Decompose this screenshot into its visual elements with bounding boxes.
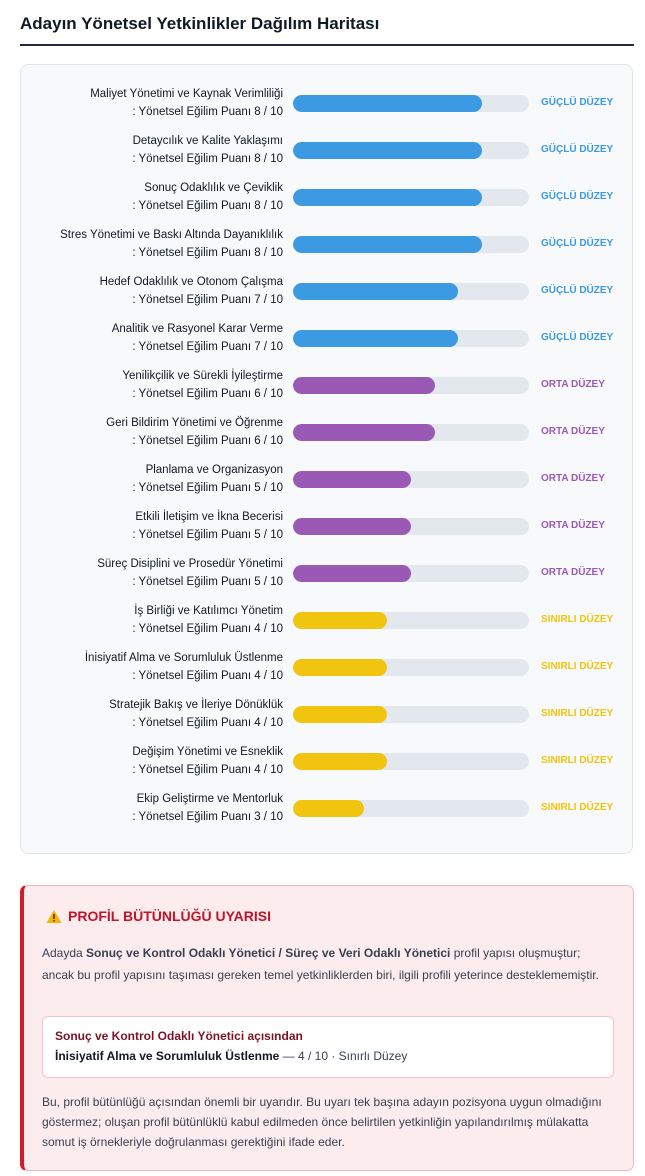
competency-label bbox=[109, 696, 283, 732]
detail-line bbox=[55, 1049, 407, 1063]
score-bar bbox=[293, 236, 482, 253]
score-bar bbox=[293, 612, 387, 629]
score-bar-track bbox=[293, 659, 529, 676]
competency-name: İnisiyatif Alma ve Sorumluluk Üstlenme bbox=[84, 652, 283, 664]
competency-row bbox=[21, 788, 634, 828]
score-bar bbox=[293, 189, 482, 206]
warning-text-start: Adayda bbox=[42, 946, 87, 960]
score-bar bbox=[293, 377, 435, 394]
score-bar-track bbox=[293, 283, 529, 300]
score-bar-track bbox=[293, 706, 529, 723]
competency-label bbox=[132, 602, 283, 638]
competency-label bbox=[132, 790, 283, 826]
competency-label bbox=[112, 320, 283, 356]
competency-label bbox=[132, 461, 283, 497]
score-bar-track bbox=[293, 377, 529, 394]
competency-label bbox=[132, 743, 283, 779]
competency-score: : Yönetsel Eğilim Puanı 5 / 10 bbox=[132, 529, 283, 541]
competency-score: : Yönetsel Eğilim Puanı 4 / 10 bbox=[132, 670, 283, 682]
competency-score: : Yönetsel Eğilim Puanı 7 / 10 bbox=[132, 294, 283, 306]
detail-score: — 4 / 10 · Sınırlı Düzey bbox=[279, 1049, 408, 1063]
level-label: SINIRLI DÜZEY bbox=[541, 755, 614, 766]
level-label: ORTA DÜZEY bbox=[541, 379, 605, 390]
competency-score: : Yönetsel Eğilim Puanı 8 / 10 bbox=[132, 153, 283, 165]
competency-label bbox=[97, 555, 283, 591]
competency-score: : Yönetsel Eğilim Puanı 4 / 10 bbox=[132, 717, 283, 729]
score-bar bbox=[293, 565, 411, 582]
competency-name: Detaycılık ve Kalite Yaklaşımı bbox=[132, 135, 283, 147]
score-bar bbox=[293, 518, 411, 535]
competency-row bbox=[21, 177, 634, 217]
competency-row bbox=[21, 318, 634, 358]
warning-detail-box bbox=[42, 1016, 614, 1078]
competency-label bbox=[132, 132, 283, 168]
level-label: GÜÇLÜ DÜZEY bbox=[541, 285, 614, 296]
warning-text-end: profil yapısı oluşmuştur; ancak bu profil yapısını taşıması gereken temel yetkinliklerden biri, ilgili profili yeterince desteklememiştir. bbox=[42, 946, 599, 982]
level-label: ORTA DÜZEY bbox=[541, 567, 605, 578]
competency-row bbox=[21, 83, 634, 123]
competency-name: Ekip Geliştirme ve Mentorluk bbox=[136, 793, 283, 805]
competency-name: Süreç Disiplini ve Prosedür Yönetimi bbox=[97, 558, 283, 570]
level-label: GÜÇLÜ DÜZEY bbox=[541, 97, 614, 108]
score-bar bbox=[293, 283, 458, 300]
level-label: SINIRLI DÜZEY bbox=[541, 614, 614, 625]
competency-score: : Yönetsel Eğilim Puanı 4 / 10 bbox=[132, 764, 283, 776]
competency-name: Hedef Odaklılık ve Otonom Çalışma bbox=[99, 276, 283, 288]
competency-score: : Yönetsel Eğilim Puanı 6 / 10 bbox=[132, 435, 283, 447]
competency-row bbox=[21, 365, 634, 405]
competency-name: Stratejik Bakış ve İleriye Dönüklük bbox=[109, 699, 283, 711]
score-bar-track bbox=[293, 95, 529, 112]
competency-label bbox=[106, 414, 283, 450]
competency-score: : Yönetsel Eğilim Puanı 3 / 10 bbox=[132, 811, 283, 823]
competency-row bbox=[21, 694, 634, 734]
competency-row bbox=[21, 459, 634, 499]
competency-score: : Yönetsel Eğilim Puanı 7 / 10 bbox=[132, 341, 283, 353]
score-bar-track bbox=[293, 189, 529, 206]
competency-score: : Yönetsel Eğilim Puanı 8 / 10 bbox=[132, 247, 283, 259]
level-label: ORTA DÜZEY bbox=[541, 520, 605, 531]
score-bar-track bbox=[293, 471, 529, 488]
competency-row bbox=[21, 506, 634, 546]
detail-skill: İnisiyatif Alma ve Sorumluluk Üstlenme bbox=[55, 1049, 280, 1063]
score-bar-track bbox=[293, 518, 529, 535]
score-bar bbox=[293, 753, 387, 770]
competency-row bbox=[21, 224, 634, 264]
level-label: GÜÇLÜ DÜZEY bbox=[541, 191, 614, 202]
competency-name: Etkili İletişim ve İkna Becerisi bbox=[135, 511, 283, 523]
competency-row bbox=[21, 130, 634, 170]
competency-row bbox=[21, 600, 634, 640]
warning-header bbox=[46, 908, 271, 924]
score-bar-track bbox=[293, 236, 529, 253]
competency-score: : Yönetsel Eğilim Puanı 6 / 10 bbox=[132, 388, 283, 400]
competency-label bbox=[132, 179, 283, 215]
warning-footer: Bu, profil bütünlüğü açısından önemli bir uyarıdır. Bu uyarı tek başına adayın pozisyona uygun olmadığını göstermez; oluşan profil bütünlüklü kabul edilmeden önce belirtilen yetkinliğin yapılandırılmış mülakatta somut iş örnekleriyle doğrulanması gerektiğini ifade eder. bbox=[42, 1095, 602, 1149]
competency-row bbox=[21, 647, 634, 687]
competency-name: Değişim Yönetimi ve Esneklik bbox=[132, 746, 283, 758]
level-label: GÜÇLÜ DÜZEY bbox=[541, 238, 614, 249]
competency-score: : Yönetsel Eğilim Puanı 5 / 10 bbox=[132, 482, 283, 494]
competency-name: Sonuç Odaklılık ve Çeviklik bbox=[144, 182, 283, 194]
page-title: Adayın Yönetsel Yetkinlikler Dağılım Haritası bbox=[20, 14, 634, 46]
level-label: ORTA DÜZEY bbox=[541, 426, 605, 437]
competency-label bbox=[90, 85, 283, 121]
competency-name: Geri Bildirim Yönetimi ve Öğrenme bbox=[106, 417, 283, 429]
level-label: GÜÇLÜ DÜZEY bbox=[541, 332, 614, 343]
competency-label bbox=[122, 367, 283, 403]
warning-title: PROFİL BÜTÜNLÜĞÜ UYARISI bbox=[68, 908, 272, 924]
score-bar-track bbox=[293, 753, 529, 770]
competency-score: : Yönetsel Eğilim Puanı 8 / 10 bbox=[132, 200, 283, 212]
level-label: SINIRLI DÜZEY bbox=[541, 661, 614, 672]
score-bar bbox=[293, 95, 482, 112]
competency-row bbox=[21, 741, 634, 781]
competency-name: Analitik ve Rasyonel Karar Verme bbox=[111, 323, 283, 335]
warning-profile-name: Sonuç ve Kontrol Odaklı Yönetici / Süreç ve Veri Odaklı Yönetici bbox=[86, 946, 451, 960]
score-bar bbox=[293, 706, 387, 723]
level-label: SINIRLI DÜZEY bbox=[541, 708, 614, 719]
competency-name: Yenilikçilik ve Sürekli İyileştirme bbox=[122, 370, 283, 382]
score-bar bbox=[293, 471, 411, 488]
profile-integrity-warning bbox=[20, 885, 634, 1171]
competency-label bbox=[100, 273, 283, 309]
competency-label bbox=[132, 508, 283, 544]
competency-row bbox=[21, 412, 634, 452]
competency-name: Maliyet Yönetimi ve Kaynak Verimliliği bbox=[90, 88, 283, 100]
detail-title: Sonuç ve Kontrol Odaklı Yönetici açısından bbox=[55, 1029, 303, 1043]
level-label: GÜÇLÜ DÜZEY bbox=[541, 144, 614, 155]
competency-label bbox=[85, 649, 283, 685]
score-bar bbox=[293, 142, 482, 159]
score-bar bbox=[293, 424, 435, 441]
competency-name: Planlama ve Organizasyon bbox=[145, 464, 283, 476]
competency-label bbox=[60, 226, 283, 262]
competency-row bbox=[21, 271, 634, 311]
competency-name: İş Birliği ve Katılımcı Yönetim bbox=[134, 605, 283, 617]
competency-score: : Yönetsel Eğilim Puanı 5 / 10 bbox=[132, 576, 283, 588]
score-bar-track bbox=[293, 142, 529, 159]
score-bar bbox=[293, 800, 364, 817]
score-bar-track bbox=[293, 424, 529, 441]
warning-description bbox=[42, 942, 612, 986]
competency-score: : Yönetsel Eğilim Puanı 4 / 10 bbox=[132, 623, 283, 635]
score-bar-track bbox=[293, 800, 529, 817]
warning-icon bbox=[46, 909, 62, 924]
competency-name: Stres Yönetimi ve Baskı Altında Dayanıklılık bbox=[60, 229, 283, 241]
competency-score: : Yönetsel Eğilim Puanı 8 / 10 bbox=[132, 106, 283, 118]
competency-chart-panel bbox=[20, 64, 633, 854]
level-label: SINIRLI DÜZEY bbox=[541, 802, 614, 813]
score-bar-track bbox=[293, 330, 529, 347]
score-bar bbox=[293, 330, 458, 347]
score-bar-track bbox=[293, 565, 529, 582]
score-bar bbox=[293, 659, 387, 676]
competency-row bbox=[21, 553, 634, 593]
level-label: ORTA DÜZEY bbox=[541, 473, 605, 484]
score-bar-track bbox=[293, 612, 529, 629]
